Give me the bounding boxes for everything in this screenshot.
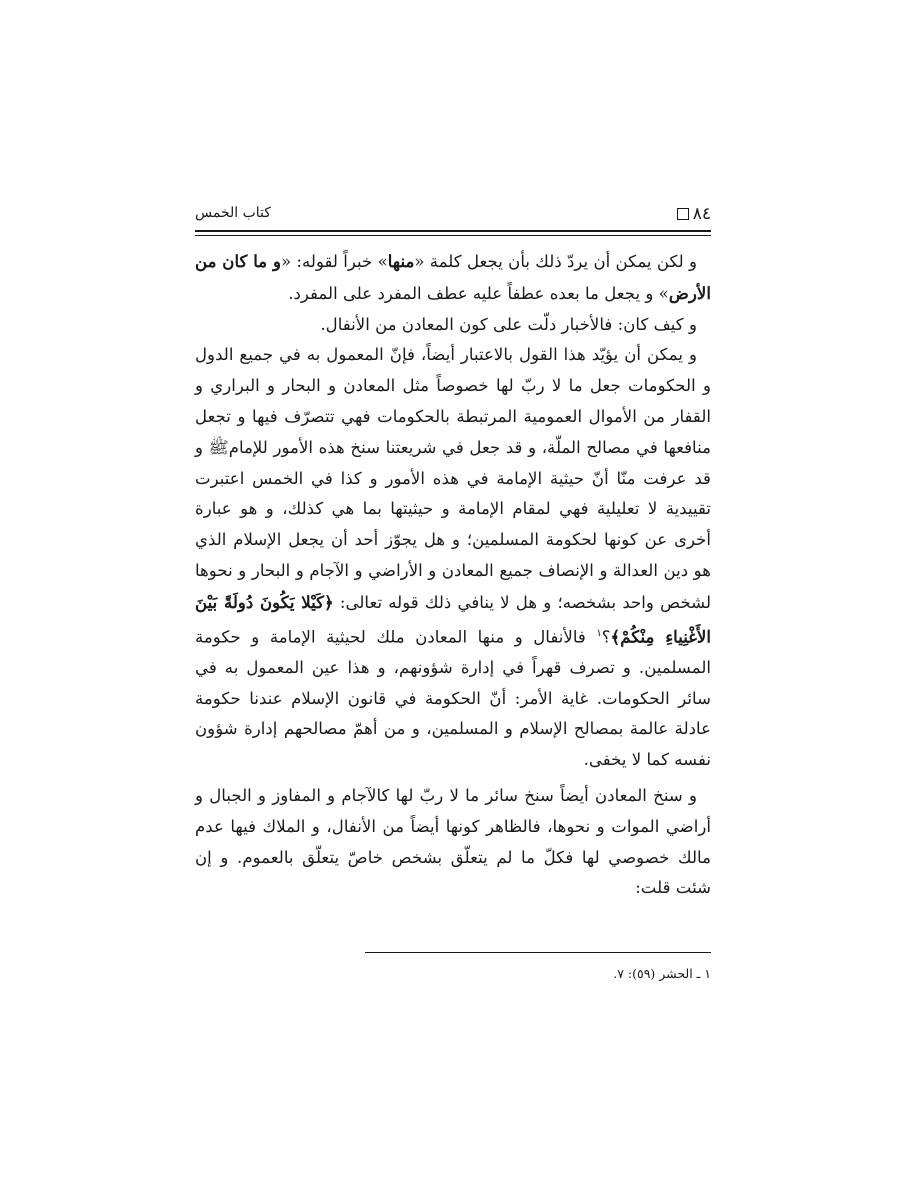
page-number (677, 204, 711, 224)
footnote: ١ ـ الحشر (٥٩): ٧. (613, 966, 711, 981)
paragraph-2: و كيف كان: فالأخبار دلّت على كون المعادن من الأنفال. (320, 314, 697, 334)
paragraph-1: و لكن يمكن أن يردّ ذلك بأن يجعل كلمة «منها» خبراً لقوله: «و ما كان من الأرض» و يجعل ما بعده عطفاً عليه عطف المفرد على المفرد. (195, 251, 711, 303)
square-marker-icon (677, 208, 689, 220)
quran-quote: ﴿كَيْلا يَكُونَ دُولَةً بَيْنَ الأَغْنِياءِ مِنْكُمْ﴾ (195, 591, 711, 647)
header-rule-thick (195, 230, 711, 232)
header-rule-thin (195, 235, 711, 236)
page-number-text: ٨٤ (692, 204, 711, 224)
body-text (195, 246, 711, 904)
footnote-ref: ١ (596, 627, 602, 639)
running-title: كتاب الخمس (195, 205, 271, 221)
page-header (195, 196, 711, 226)
document-page (195, 196, 711, 1196)
footnote-rule (365, 952, 711, 953)
paragraph-4: و سنخ المعادن أيضاً سنخ سائر ما لا ربّ لها كالآجام و المفاوز و الجبال و أراضي الموات و نحوها، فالظاهر كونها أيضاً من الأنفال، و الملاك فيها عدم مالك خصوصي لها فكلّ ما لم يتعلّق بشخص خاصّ يتعلّق بالعموم. و إن شئت قلت: (195, 786, 711, 898)
paragraph-3: و يمكن أن يؤيّد هذا القول بالاعتبار أيضاً، فإنّ المعمول به في جميع الدول و الحكومات جعل ما لا ربّ لها خصوصاً مثل المعادن و البحار و البراري و القفار من الأموال العمومية المرتبطة بالحكومات فهي تتصرّف فيها و تجعل منافعها في مصالح الملّة، و قد جعل في شريعتنا سنخ هذه الأمور للإمامﷺ و قد عرفت منّا أنّ حيثية الإمامة في هذه الأمور و كذا في الخمس اعتبرت تقييدية لا تعليلية فهي لمقام الإمامة و حيثيتها بما هي كذلك، و هو عبارة أخرى عن كونها لحكومة المسلمين؛ و هل يجوّز أحد أن يجعل الإسلام الذي هو دين العدالة و الإنصاف جميع المعادن و الأراضي و الآجام و البحار و نحوها لشخص واحد بشخصه؛ و هل لا ينافي ذلك قوله تعالى: ﴿كَيْلا يَكُونَ دُولَةً بَيْنَ الأَغْنِياءِ مِنْكُمْ﴾؟$^١$ فالأنفال و منها المعادن ملك لحيثية الإمامة و حكومة المسلمين. و تصرف قهراً في إدارة شؤونهم، و هذا عين المعمول به في سائر الحكومات. غاية الأمر: أنّ الحكومة في قانون الإسلام عندنا حكومة عادلة عالمة بمصالح الإسلام و المسلمين، و من أهمّ مصالحهم إدارة شؤون نفسه كما لا يخفى. (195, 345, 712, 770)
honorific-symbol: ﷺ (208, 437, 229, 457)
